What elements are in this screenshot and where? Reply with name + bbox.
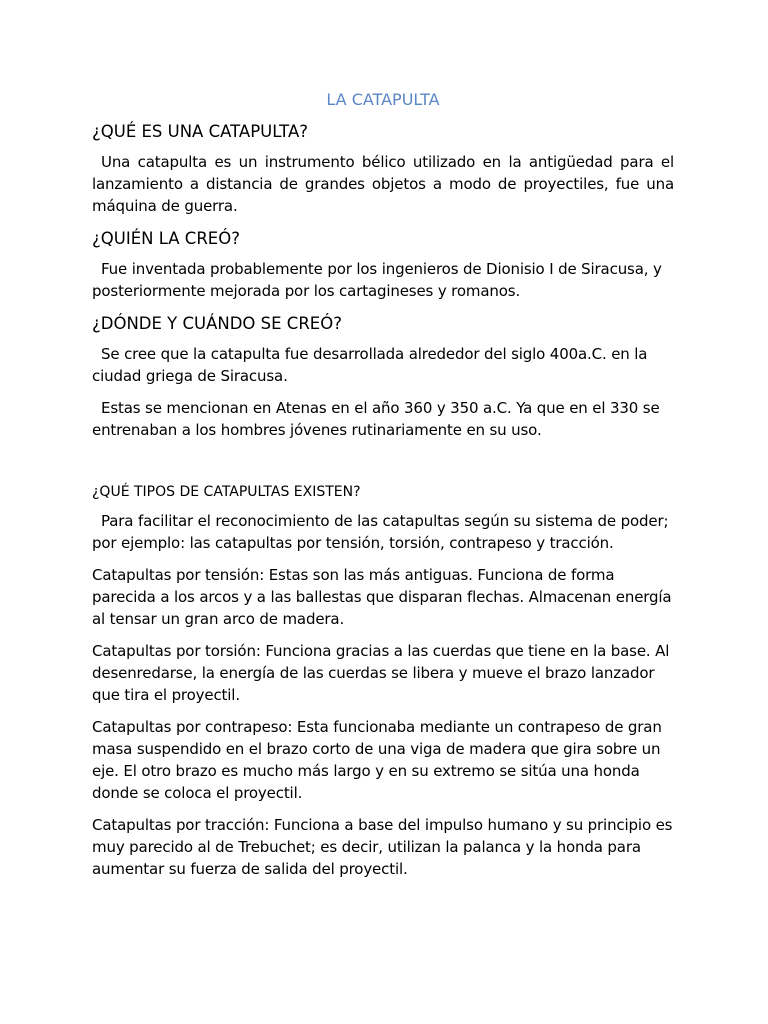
section-heading-types: ¿QUÉ TIPOS DE CATAPULTAS EXISTEN? [92,484,361,500]
paragraph-types-traction: Catapultas por tracción: Funciona a base del impulso humano y su principio es muy parecido al de Trebuchet; es decir, utilizan la palanca y la honda para aumentar su fuerza de salida del proyectil. [92,816,673,878]
paragraph-where-when-2: Estas se mencionan en Atenas en el año 360 y 350 a.C. Ya que en el 330 se entrenaban a los hombres jóvenes rutinariamente en su uso. [92,399,660,439]
paragraph-where-when-1: Se cree que la catapulta fue desarrollada alrededor del siglo 400a.C. en la ciudad griega de Siracusa. [92,345,648,385]
blank-line [92,451,674,481]
paragraph-who: Fue inventada probablemente por los ingenieros de Dionisio I de Siracusa, y posteriormente mejorada por los cartagineses y romanos. [92,260,662,300]
paragraph-types-tension: Catapultas por tensión: Estas son las más antiguas. Funciona de forma parecida a los arcos y a las ballestas que disparan flechas. Almacenan energía al tensar un gran arco de madera. [92,566,672,628]
section-heading-where-when: ¿DÓNDE Y CUÁNDO SE CREÓ? [92,314,342,333]
paragraph-what: Una catapulta es un instrumento bélico utilizado en la antigüedad para el lanzamiento a distancia de grandes objetos a modo de proyectiles, fue una máquina de guerra. [92,153,674,215]
paragraph-types-torsion: Catapultas por torsión: Funciona gracias a las cuerdas que tiene en la base. Al desenredarse, la energía de las cuerdas se libera y mueve el brazo lanzador que tira el proyectil. [92,642,670,704]
paragraph-types-intro: Para facilitar el reconocimiento de las catapultas según su sistema de poder; por ejemplo: las catapultas por tensión, torsión, contrapeso y tracción. [92,512,669,552]
section-heading-who: ¿QUIÉN LA CREÓ? [92,229,240,248]
document-page [92,88,674,890]
section-heading-what: ¿QUÉ ES UNA CATAPULTA? [92,122,308,141]
paragraph-types-counterweight: Catapultas por contrapeso: Esta funcionaba mediante un contrapeso de gran masa suspendido en el brazo corto de una viga de madera que gira sobre un eje. El otro brazo es mucho más largo y en su extremo se sitúa una honda donde se coloca el proyectil. [92,718,662,802]
document-title: LA CATAPULTA [326,90,440,109]
